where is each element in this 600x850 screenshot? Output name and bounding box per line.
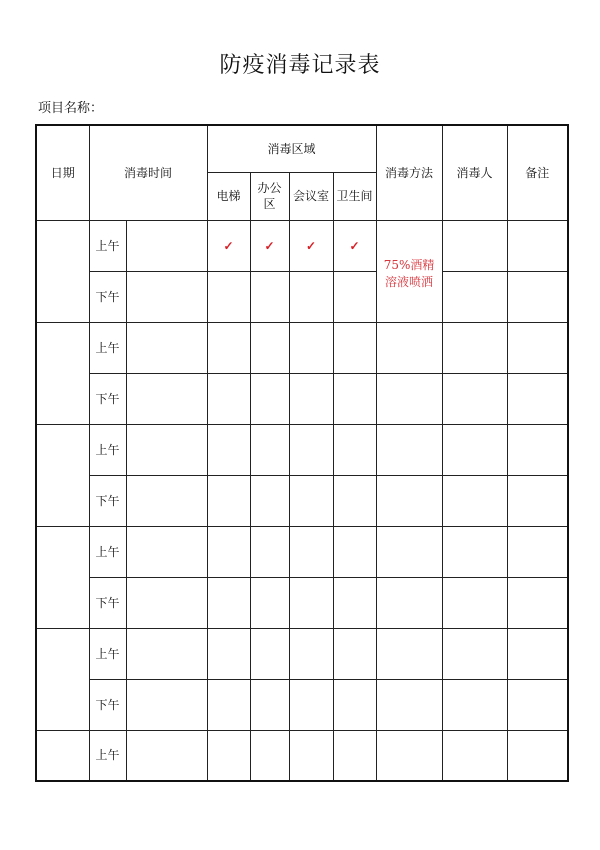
method-cell[interactable] <box>376 322 442 373</box>
area-cell[interactable] <box>289 424 333 475</box>
time-cell[interactable] <box>126 475 207 526</box>
person-cell[interactable] <box>442 526 507 577</box>
area-cell[interactable] <box>289 679 333 730</box>
disinfection-record-table <box>35 124 569 782</box>
area-office-text: 办公区 <box>257 181 282 211</box>
area-cell[interactable] <box>207 322 250 373</box>
table-row <box>36 526 568 577</box>
area-cell[interactable] <box>250 475 289 526</box>
person-cell[interactable] <box>442 730 507 781</box>
period-am: 上午 <box>89 220 126 271</box>
method-line-2: 溶液喷洒 <box>385 274 434 289</box>
area-cell[interactable] <box>207 271 250 322</box>
method-cell[interactable] <box>376 220 442 322</box>
note-cell[interactable] <box>507 424 568 475</box>
method-cell[interactable] <box>376 475 442 526</box>
table-row <box>36 424 568 475</box>
area-cell[interactable] <box>250 628 289 679</box>
header-row <box>36 125 568 172</box>
area-cell[interactable] <box>289 475 333 526</box>
person-cell[interactable] <box>442 577 507 628</box>
area-restroom: 卫生间 <box>333 172 376 220</box>
area-cell[interactable] <box>333 628 376 679</box>
area-cell[interactable] <box>333 373 376 424</box>
person-cell[interactable] <box>442 679 507 730</box>
area-cell[interactable] <box>207 628 250 679</box>
header-person: 消毒人 <box>442 125 507 220</box>
period-pm: 下午 <box>89 271 126 322</box>
date-cell[interactable] <box>36 220 89 322</box>
area-cell[interactable] <box>250 424 289 475</box>
person-cell[interactable] <box>442 373 507 424</box>
area-cell[interactable] <box>250 526 289 577</box>
area-cell[interactable] <box>207 679 250 730</box>
note-cell[interactable] <box>507 220 568 271</box>
note-cell[interactable] <box>507 628 568 679</box>
area-cell[interactable] <box>289 577 333 628</box>
header-note: 备注 <box>507 125 568 220</box>
area-cell[interactable] <box>207 424 250 475</box>
check-office: ✓ <box>250 220 289 271</box>
table-row <box>36 322 568 373</box>
check-restroom: ✓ <box>333 220 376 271</box>
period-pm: 下午 <box>89 577 126 628</box>
form-title: 防疫消毒记录表 <box>219 53 381 78</box>
method-cell[interactable] <box>376 577 442 628</box>
note-cell[interactable] <box>507 475 568 526</box>
time-cell[interactable] <box>126 526 207 577</box>
date-cell[interactable] <box>36 628 89 730</box>
time-cell[interactable] <box>126 271 207 322</box>
area-cell[interactable] <box>250 730 289 781</box>
note-cell[interactable] <box>507 322 568 373</box>
time-cell[interactable] <box>126 373 207 424</box>
area-cell[interactable] <box>333 424 376 475</box>
time-cell[interactable] <box>126 322 207 373</box>
person-cell[interactable] <box>442 475 507 526</box>
method-cell[interactable] <box>376 628 442 679</box>
period-pm: 下午 <box>89 373 126 424</box>
area-cell[interactable] <box>250 679 289 730</box>
period-am: 上午 <box>89 322 126 373</box>
area-cell[interactable] <box>333 577 376 628</box>
method-cell[interactable] <box>376 730 442 781</box>
header-date: 日期 <box>36 125 89 220</box>
table-row <box>36 373 568 424</box>
table-row <box>36 475 568 526</box>
area-meeting-room: 会议室 <box>289 172 333 220</box>
method-cell[interactable] <box>376 424 442 475</box>
person-cell[interactable] <box>442 628 507 679</box>
table-row <box>36 220 568 271</box>
note-cell[interactable] <box>507 526 568 577</box>
area-cell[interactable] <box>207 475 250 526</box>
area-cell[interactable] <box>207 373 250 424</box>
table-row <box>36 679 568 730</box>
date-cell[interactable] <box>36 322 89 424</box>
person-cell[interactable] <box>442 271 507 322</box>
area-cell[interactable] <box>333 526 376 577</box>
area-cell[interactable] <box>333 271 376 322</box>
area-cell[interactable] <box>250 271 289 322</box>
area-cell[interactable] <box>289 271 333 322</box>
header-method: 消毒方法 <box>376 125 442 220</box>
area-cell[interactable] <box>333 322 376 373</box>
person-cell[interactable] <box>442 322 507 373</box>
person-cell[interactable] <box>442 220 507 271</box>
area-cell[interactable] <box>289 730 333 781</box>
area-cell[interactable] <box>289 526 333 577</box>
time-cell[interactable] <box>126 679 207 730</box>
area-cell[interactable] <box>333 475 376 526</box>
header-area: 消毒区域 <box>207 125 376 172</box>
table-row <box>36 730 568 781</box>
table-row <box>36 271 568 322</box>
area-cell[interactable] <box>333 730 376 781</box>
area-cell[interactable] <box>207 730 250 781</box>
period-am: 上午 <box>89 730 126 781</box>
area-cell[interactable] <box>250 577 289 628</box>
check-meeting-room: ✓ <box>289 220 333 271</box>
note-cell[interactable] <box>507 679 568 730</box>
period-pm: 下午 <box>89 475 126 526</box>
area-cell[interactable] <box>289 373 333 424</box>
date-cell[interactable] <box>36 526 89 628</box>
area-cell[interactable] <box>207 526 250 577</box>
date-cell[interactable] <box>36 730 89 781</box>
period-am: 上午 <box>89 628 126 679</box>
period-am: 上午 <box>89 424 126 475</box>
note-cell[interactable] <box>507 730 568 781</box>
project-name-label: 项目名称： <box>38 101 104 116</box>
check-elevator: ✓ <box>207 220 250 271</box>
method-cell[interactable] <box>376 526 442 577</box>
period-am: 上午 <box>89 526 126 577</box>
time-cell[interactable] <box>126 628 207 679</box>
date-cell[interactable] <box>36 424 89 526</box>
area-cell[interactable] <box>289 322 333 373</box>
page-cutoff <box>0 790 600 850</box>
method-line-1: 75%酒精 <box>383 257 435 272</box>
area-cell[interactable] <box>333 679 376 730</box>
area-cell[interactable] <box>250 322 289 373</box>
note-cell[interactable] <box>507 373 568 424</box>
time-cell[interactable] <box>126 424 207 475</box>
area-elevator: 电梯 <box>207 172 250 220</box>
table-row <box>36 577 568 628</box>
area-cell[interactable] <box>250 373 289 424</box>
note-cell[interactable] <box>507 271 568 322</box>
note-cell[interactable] <box>507 577 568 628</box>
area-office <box>250 172 289 220</box>
header-time: 消毒时间 <box>89 125 207 220</box>
time-cell[interactable] <box>126 577 207 628</box>
time-cell[interactable] <box>126 220 207 271</box>
table-row <box>36 628 568 679</box>
period-pm: 下午 <box>89 679 126 730</box>
method-cell[interactable] <box>376 373 442 424</box>
area-cell[interactable] <box>207 577 250 628</box>
time-cell[interactable] <box>126 730 207 781</box>
person-cell[interactable] <box>442 424 507 475</box>
method-cell[interactable] <box>376 679 442 730</box>
area-cell[interactable] <box>289 628 333 679</box>
